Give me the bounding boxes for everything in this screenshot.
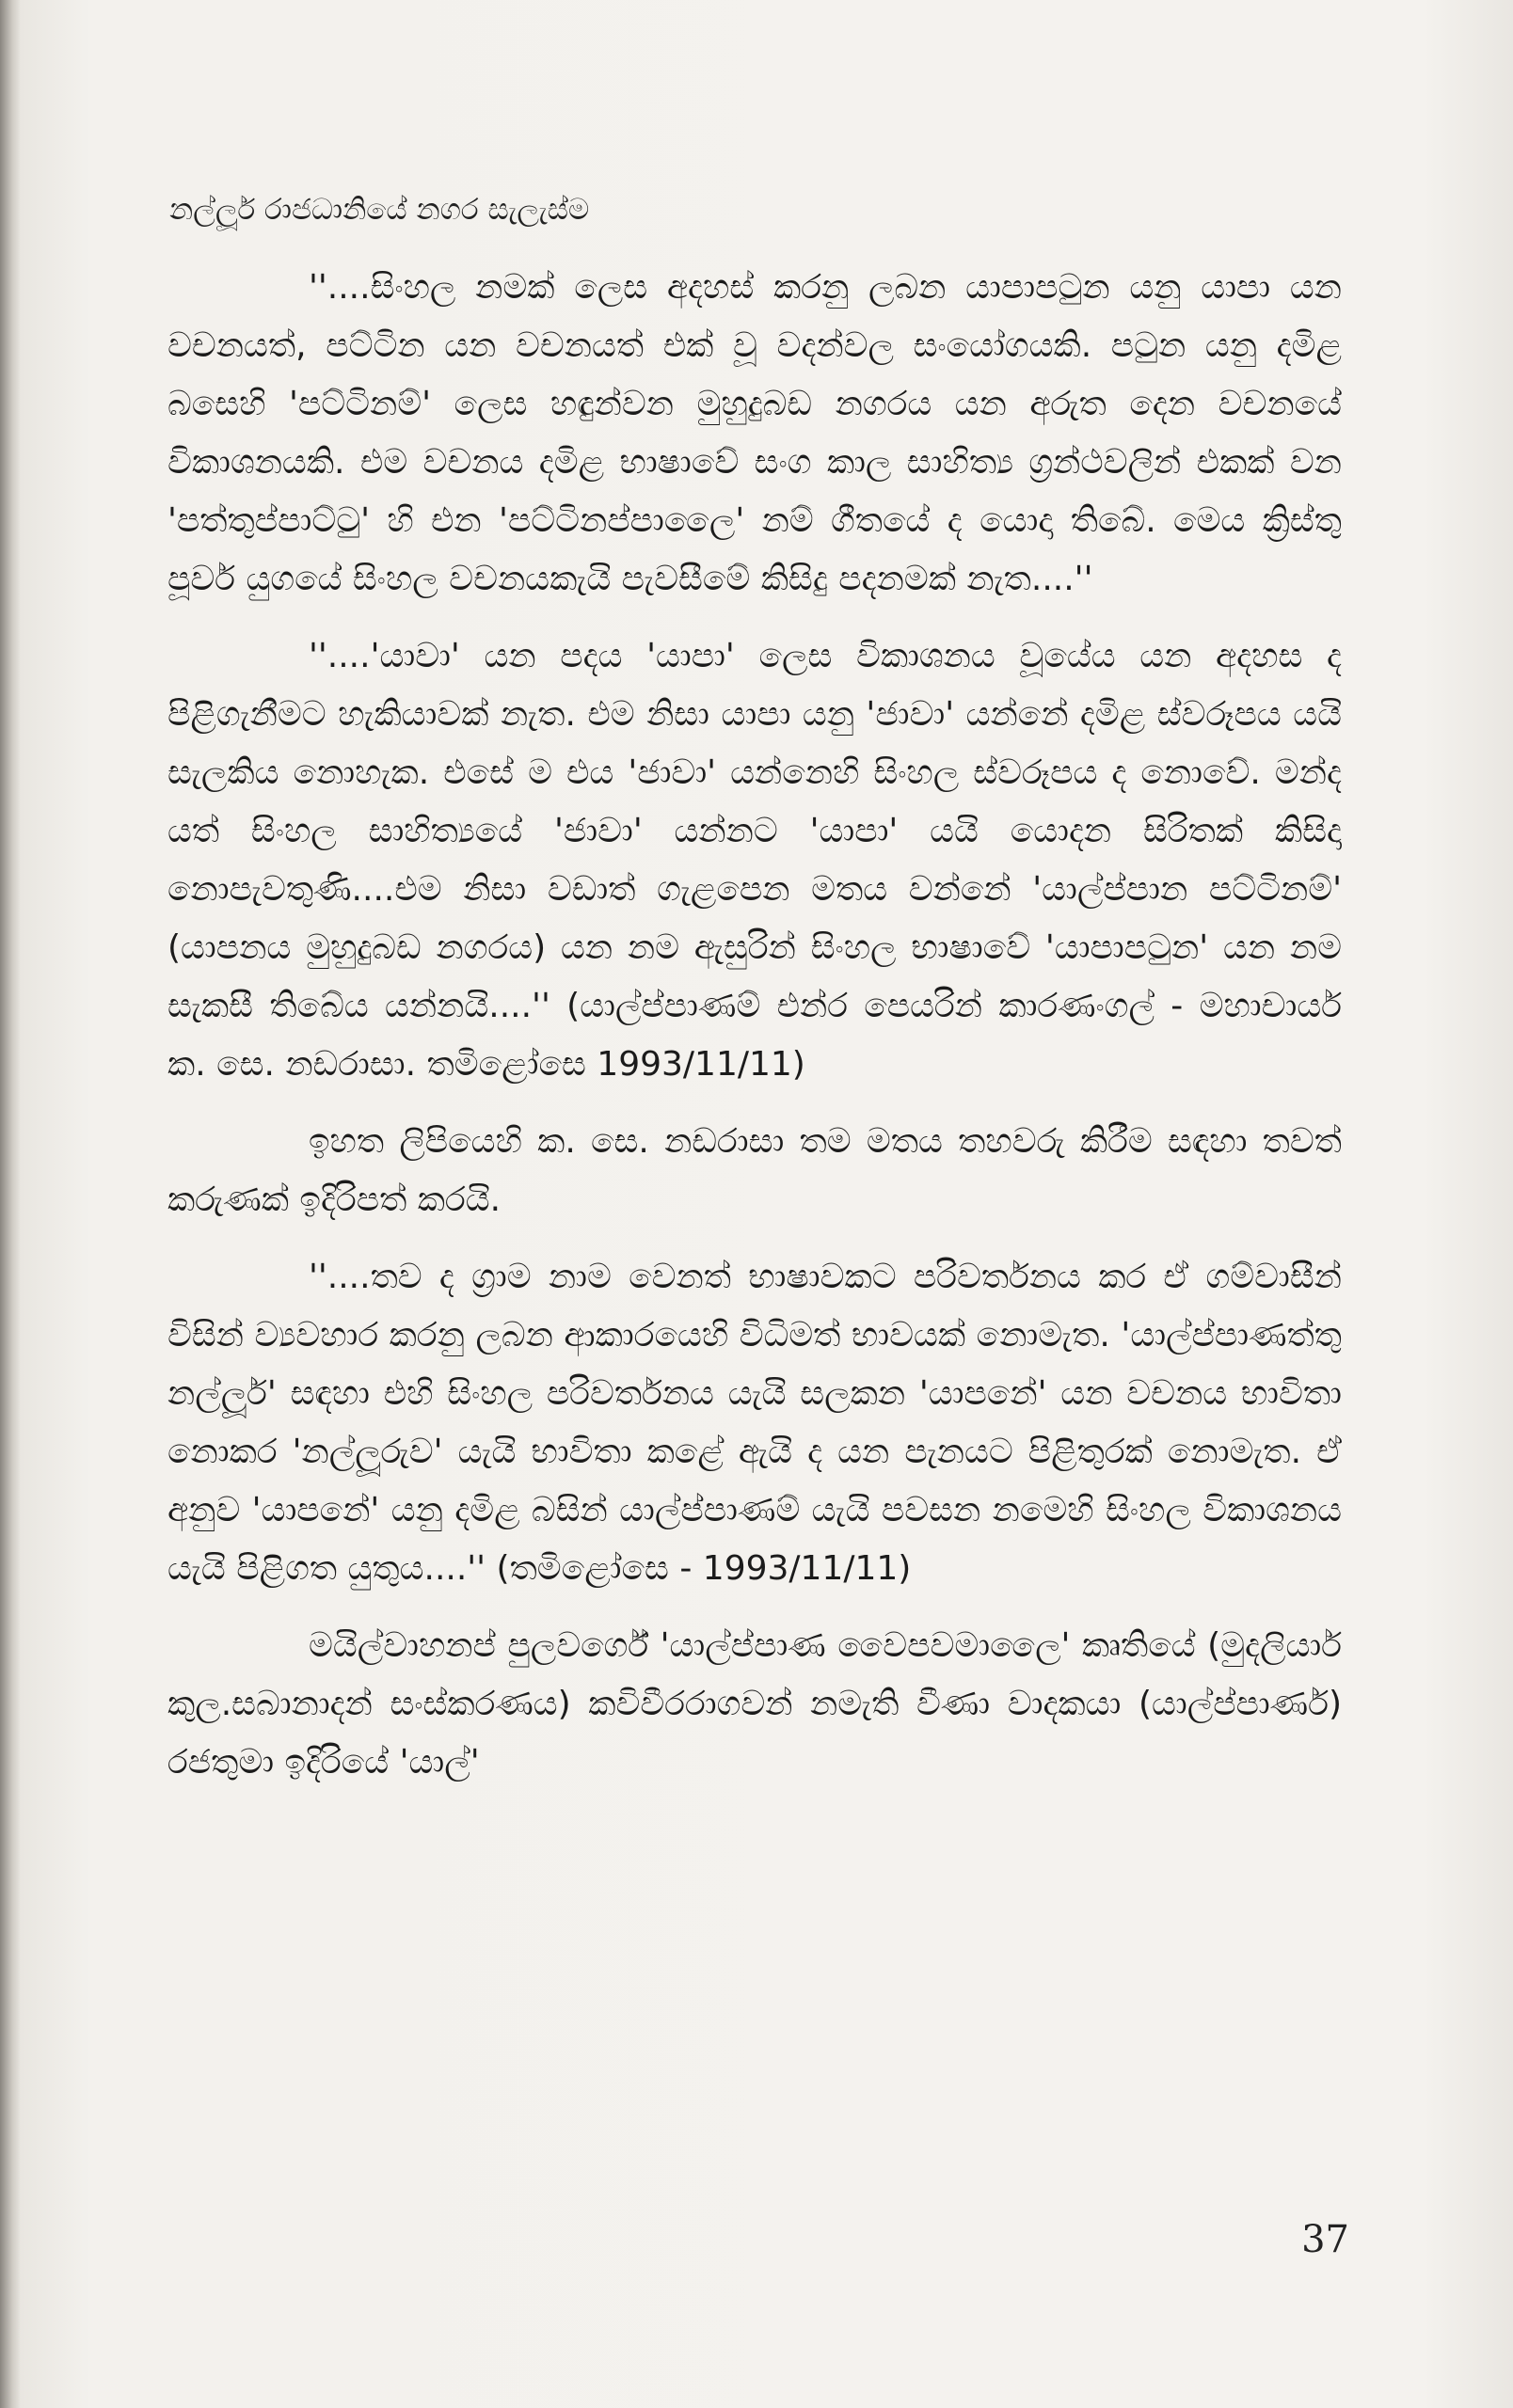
gutter-shadow [0, 0, 21, 2408]
page-number: 37 [1301, 2218, 1349, 2261]
paragraph-commentary: ඉහත ලිපියෙහි ක. සෙ. නඩරාසා තම මතය තහවරු කිරීම සඳහා තවත් කරුණක් ඉදිරිපත් කරයි. [167, 1122, 1342, 1219]
paragraph-quote-2: ''....'යාවා' යන පදය 'යාපා' ලෙස විකාශනය වූයේය යන අදහස ද පිළිගැනීමට හැකියාවක් නැත. එම නිසා යාපා යනු 'ජාවා' යන්නේ දමිළ ස්වරූපය යයි සැලකිය නොහැක. එසේ ම එය 'ජාවා' යන්නෙහි සිංහල ස්වරූපය ද නොවේ. මන්ද යත් සිංහල සාහිත්‍යයේ 'ජාවා' යන්නට 'යාපා' යයි යොදන සිරිතක් කිසිදා නොපැවතුණි....එම නිසා වඩාත් ගැළපෙන මතය වන්නේ 'යාල්ප්පාන පට්ටිනම්' (යාපනය මුහුදුබඩ නගරය) යන නම ඇසුරින් සිංහල භාෂාවේ 'යාපාපටුන' යන නම සැකසී තිබේය යන්නයි....'' (යාල්ප්පාණම් එන්ර පෙයරින් කාරණංගල් - මහාචාර්ය ක. සෙ. නඩරාසා. තමිළෝසෙ 1993/11/11) [167, 637, 1342, 1084]
paragraph-quote-3: ''....තව ද ග්‍රාම නාම වෙනත් භාෂාවකට පරිවර්තනය කර ඒ ගම්වාසීන් විසින් ව්‍යවහාර කරනු ලබන ආකාරයෙහි විධිමත් භාවයක් නොමැත. 'යාල්ප්පාණත්තු නල්ලූර්' සඳහා එහි සිංහල පරිවර්තනය යැයි සලකන 'යාපනේ' යන වචනය භාවිතා නොකර 'නල්ලූරුව' යැයි භාවිතා කළේ ඇයි ද යන පැනයට පිළිතුරක් නොමැත. ඒ අනුව 'යාපනේ' යනු දමිළ බසින් යාල්ප්පාණම් යැයි පවසන නමෙහි සිංහල විකාශනය යැයි පිළිගත යුතුය....'' (තමිළෝසෙ - 1993/11/11) [167, 1258, 1342, 1588]
body-text [167, 259, 1342, 1792]
running-head: නල්ලූර් රාජධානියේ නගර සැලැස්ම [169, 193, 590, 227]
paragraph-final: මයිල්වාහනප් පුලවර්ගේ 'යාල්ප්පාණ වෛපවමාලෛ' කෘතියේ (මුදලියාර් කුල.සබානාදන් සංස්කරණය) කවිවීරරාගවන් නමැති වීණා වාදකයා (යාල්ප්පාණර්) රජතුමා ඉදිරියේ 'යාල්' [167, 1626, 1342, 1782]
paragraph-quote-1: ''....සිංහල නමක් ලෙස අදහස් කරනු ලබන යාපාපටුන යනු යාපා යන වචනයත්, පට්ටින යන වචනයත් එක් වූ වදන්වල සංයෝගයකි. පටුන යනු දමිළ බසෙහි 'පට්ටිනම්' ලෙස හඳුන්වන මුහුදුබඩ නගරය යන අරුත දෙන වචනයේ විකාශනයකි. එම වචනය දමිළ භාෂාවේ සංග කාල සාහිත්‍ය ග්‍රන්ථවලින් එකක් වන 'පත්තුප්පාට්ටු' හි එන 'පට්ටිනප්පාලෛ' නම් ගීතයේ ද යොදා තිබේ. මෙය ක්‍රිස්තු පූර්ව යුගයේ සිංහල වචනයකැයි පැවසීමේ කිසිදු පදනමක් නැත....'' [167, 268, 1342, 598]
